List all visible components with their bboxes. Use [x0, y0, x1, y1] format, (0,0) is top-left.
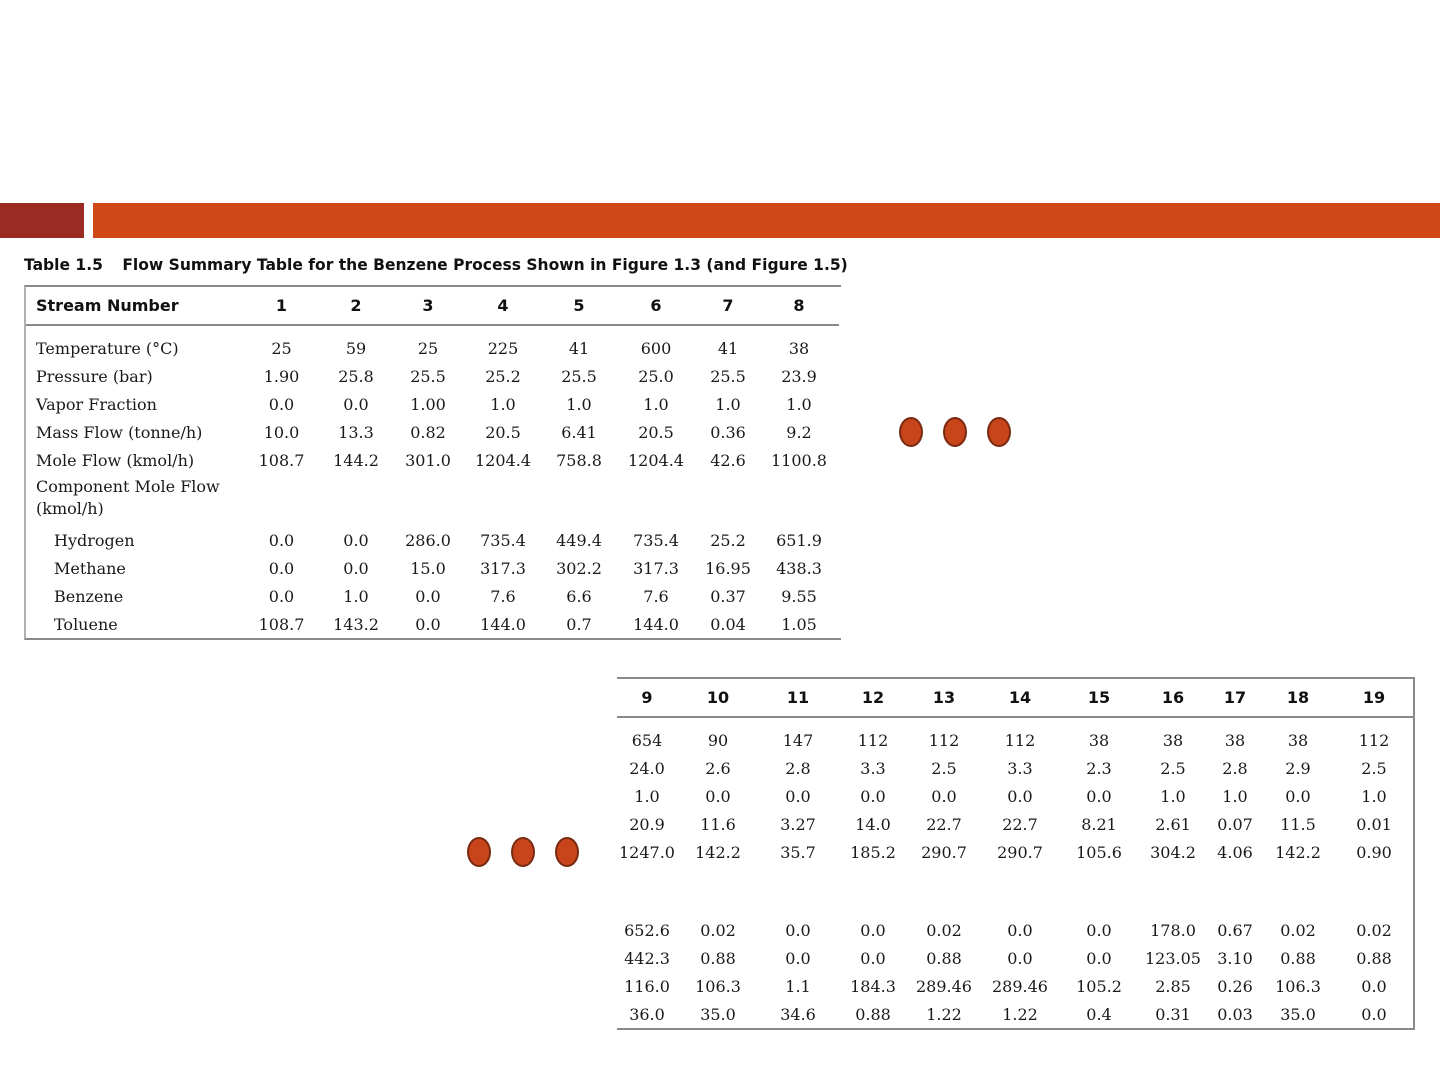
- table-cell: 11.5: [1280, 814, 1316, 834]
- table-cell: 0.0: [268, 586, 295, 606]
- ellipsis-dots: [899, 417, 1011, 447]
- table-cell: 0.0: [343, 394, 369, 414]
- row-label: Methane: [54, 558, 126, 578]
- table-cell: 0.0: [1361, 1004, 1387, 1024]
- table-cell: 654: [631, 730, 663, 750]
- table-cell: 108.7: [258, 614, 305, 634]
- header-cell: 6: [615, 287, 697, 325]
- dot-icon: [555, 837, 579, 867]
- table-cell: 317.3: [633, 558, 679, 578]
- table-cell: 0.02: [700, 920, 736, 940]
- table-cell: 41: [568, 338, 590, 358]
- table-cell: 0.01: [1356, 814, 1392, 834]
- table-cell: 36.0: [629, 1004, 665, 1024]
- table-cell: 1.0: [566, 394, 592, 414]
- table-cell: [1335, 866, 1413, 916]
- table-cell: 225: [487, 338, 519, 358]
- table-cell: [1209, 866, 1261, 916]
- table-cell: 143.2: [333, 614, 379, 634]
- table-cell: 14.0: [855, 814, 891, 834]
- header-cell: 7: [697, 287, 759, 325]
- table-cell: 735.4: [480, 530, 526, 550]
- table-cell: 25.5: [561, 366, 597, 386]
- table-cell: 112: [928, 730, 960, 750]
- table-cell: 142.2: [695, 842, 741, 862]
- table-cell: 0.02: [1356, 920, 1392, 940]
- table-row: [26, 610, 839, 638]
- table-cell: [463, 474, 543, 526]
- table-cell: 25.2: [485, 366, 521, 386]
- table-cell: 4.06: [1217, 842, 1253, 862]
- row-label: Toluene: [54, 614, 118, 634]
- table-row: [26, 474, 839, 526]
- table-row: [26, 582, 839, 610]
- table-cell: [244, 474, 319, 526]
- table-cell: 11.6: [700, 814, 736, 834]
- table-cell: 290.7: [997, 842, 1043, 862]
- table-cell: [677, 866, 759, 916]
- header-cell: 18: [1261, 679, 1335, 717]
- table-cell: 41: [717, 338, 739, 358]
- table-cell: 442.3: [624, 948, 670, 968]
- table-cell: 0.04: [710, 614, 746, 634]
- table-cell: 13.3: [338, 422, 374, 442]
- table-cell: 0.0: [415, 586, 441, 606]
- table-cell: 301.0: [405, 450, 451, 470]
- table-cell: 2.61: [1155, 814, 1191, 834]
- table-cell: [759, 474, 839, 526]
- table-1-body: [26, 325, 839, 638]
- table-cell: 0.7: [566, 614, 592, 634]
- table-row: [617, 810, 1413, 838]
- table-cell: 735.4: [633, 530, 679, 550]
- table-cell: 106.3: [1275, 976, 1321, 996]
- table-cell: 0.88: [1356, 948, 1392, 968]
- table-cell: 3.3: [1007, 758, 1033, 778]
- header-cell: 12: [837, 679, 909, 717]
- dot-icon: [899, 417, 923, 447]
- table-cell: 9.55: [781, 586, 817, 606]
- table-cell: 290.7: [921, 842, 967, 862]
- table-cell: 3.27: [780, 814, 816, 834]
- ellipsis-dots: [467, 837, 579, 867]
- table-cell: 0.0: [1086, 920, 1112, 940]
- table-cell: 23.9: [781, 366, 817, 386]
- table-cell: 0.02: [926, 920, 962, 940]
- table-row: [26, 418, 839, 446]
- table-cell: 20.5: [638, 422, 674, 442]
- table-cell: 20.5: [485, 422, 521, 442]
- table-cell: 144.2: [333, 450, 379, 470]
- table-cell: 2.3: [1086, 758, 1112, 778]
- row-label: Vapor Fraction: [36, 394, 157, 414]
- table-title: Flow Summary Table for the Benzene Process Shown in Figure 1.3 (and Figure 1.5): [122, 255, 848, 274]
- table-row: [26, 526, 839, 554]
- table-cell: 0.0: [1007, 920, 1033, 940]
- table-cell: [1261, 866, 1335, 916]
- table-row: [617, 866, 1413, 916]
- table-cell: 1.0: [1160, 786, 1186, 806]
- table-cell: 286.0: [405, 530, 451, 550]
- table-cell: 2.85: [1155, 976, 1191, 996]
- header-cell: 14: [979, 679, 1061, 717]
- table-cell: 0.0: [785, 920, 811, 940]
- header-cell: 10: [677, 679, 759, 717]
- dot-icon: [943, 417, 967, 447]
- table-cell: 0.0: [1285, 786, 1311, 806]
- header-cell: 16: [1137, 679, 1209, 717]
- table-cell: 1.0: [1361, 786, 1387, 806]
- table-cell: 1.0: [643, 394, 669, 414]
- table-cell: 108.7: [258, 450, 305, 470]
- table-cell: 105.2: [1076, 976, 1122, 996]
- table-cell: 112: [1358, 730, 1390, 750]
- row-label: Mole Flow (kmol/h): [36, 450, 195, 470]
- table-cell: 25.5: [410, 366, 446, 386]
- table-cell: 20.9: [629, 814, 665, 834]
- table-cell: 2.5: [1361, 758, 1387, 778]
- table-cell: [909, 866, 979, 916]
- header-cell: 9: [617, 679, 677, 717]
- table-cell: 1.22: [1002, 1004, 1038, 1024]
- table-cell: [697, 474, 759, 526]
- row-label: Hydrogen: [54, 530, 135, 550]
- table-cell: 142.2: [1275, 842, 1321, 862]
- table-cell: 38: [1162, 730, 1184, 750]
- header-cell: 4: [463, 287, 543, 325]
- table-cell: [615, 474, 697, 526]
- header-cell: 11: [759, 679, 837, 717]
- table-cell: 22.7: [926, 814, 962, 834]
- table-cell: 2.5: [1160, 758, 1186, 778]
- table-cell: 25.8: [338, 366, 374, 386]
- table-cell: 1204.4: [628, 450, 684, 470]
- table-cell: 1.1: [785, 976, 811, 996]
- table-cell: 185.2: [850, 842, 896, 862]
- table-row: [617, 754, 1413, 782]
- table-cell: 35.7: [780, 842, 816, 862]
- table-cell: 6.41: [561, 422, 597, 442]
- table-cell: 1.22: [926, 1004, 962, 1024]
- table-cell: 652.6: [624, 920, 670, 940]
- table-cell: 0.02: [1280, 920, 1316, 940]
- table-cell: 0.07: [1217, 814, 1253, 834]
- table-cell: 0.4: [1086, 1004, 1112, 1024]
- table-cell: 2.5: [931, 758, 957, 778]
- table-cell: 0.88: [700, 948, 736, 968]
- table-cell: 0.0: [705, 786, 731, 806]
- table-cell: 2.8: [785, 758, 811, 778]
- table-cell: 184.3: [850, 976, 896, 996]
- table-row: [26, 554, 839, 582]
- table-cell: 0.0: [268, 530, 295, 550]
- table-cell: 22.7: [1002, 814, 1038, 834]
- table-number: Table 1.5: [24, 255, 103, 274]
- table-cell: 0.88: [855, 1004, 891, 1024]
- table-cell: 7.6: [643, 586, 669, 606]
- table-cell: 10.0: [263, 422, 300, 442]
- table-cell: 2.9: [1285, 758, 1311, 778]
- table-header-row: [26, 287, 839, 325]
- table-cell: 600: [640, 338, 672, 358]
- table-row: [617, 944, 1413, 972]
- table-caption: [24, 255, 848, 274]
- table-cell: 35.0: [700, 1004, 736, 1024]
- table-cell: [979, 866, 1061, 916]
- table-cell: [319, 474, 393, 526]
- row-label: Temperature (°C): [36, 338, 179, 358]
- table-cell: 147: [782, 730, 814, 750]
- table-cell: 35.0: [1280, 1004, 1316, 1024]
- table-cell: 178.0: [1150, 920, 1196, 940]
- table-cell: 25.0: [638, 366, 674, 386]
- table-2-body: [617, 717, 1413, 1028]
- table-cell: 9.2: [786, 422, 812, 442]
- table-cell: 0.0: [268, 394, 295, 414]
- table-cell: 317.3: [480, 558, 526, 578]
- table-cell: 0.0: [785, 786, 811, 806]
- table-cell: 1.0: [1222, 786, 1248, 806]
- table-cell: 0.37: [710, 586, 746, 606]
- table-cell: 0.26: [1217, 976, 1253, 996]
- title-bar-left-block: [0, 203, 84, 238]
- table-cell: 0.90: [1356, 842, 1392, 862]
- table-cell: 304.2: [1150, 842, 1196, 862]
- table-cell: 1.0: [343, 586, 369, 606]
- header-cell: 17: [1209, 679, 1261, 717]
- table-cell: 0.88: [1280, 948, 1316, 968]
- table-2: [617, 679, 1413, 1028]
- row-label: Mass Flow (tonne/h): [36, 422, 203, 442]
- table-cell: 116.0: [624, 976, 670, 996]
- table-cell: 59: [345, 338, 367, 358]
- table-cell: 0.82: [410, 422, 446, 442]
- table-cell: 0.0: [1007, 948, 1033, 968]
- table-cell: 0.0: [860, 786, 886, 806]
- table-cell: 8.21: [1081, 814, 1117, 834]
- table-cell: 0.36: [710, 422, 746, 442]
- table-cell: 105.6: [1076, 842, 1122, 862]
- table-row: [617, 838, 1413, 866]
- table-row: [617, 782, 1413, 810]
- dot-icon: [511, 837, 535, 867]
- table-header-row: [617, 679, 1413, 717]
- table-cell: 0.88: [926, 948, 962, 968]
- table-1: [26, 287, 839, 638]
- table-cell: [1137, 866, 1209, 916]
- table-cell: 0.03: [1217, 1004, 1253, 1024]
- table-cell: [837, 866, 909, 916]
- table-cell: 112: [1004, 730, 1036, 750]
- table-row: [26, 446, 839, 474]
- table-cell: 7.6: [490, 586, 516, 606]
- flow-table-streams-9-19: [617, 677, 1415, 1030]
- table-cell: 3.3: [860, 758, 886, 778]
- table-cell: 144.0: [633, 614, 679, 634]
- table-cell: 1204.4: [475, 450, 531, 470]
- table-cell: 34.6: [780, 1004, 816, 1024]
- header-cell: 13: [909, 679, 979, 717]
- table-cell: 0.0: [931, 786, 957, 806]
- table-cell: 1.0: [634, 786, 660, 806]
- table-cell: 438.3: [776, 558, 822, 578]
- table-cell: 2.8: [1222, 758, 1248, 778]
- table-cell: 1100.8: [771, 450, 827, 470]
- table-cell: 0.0: [860, 948, 886, 968]
- table-cell: 38: [1224, 730, 1246, 750]
- table-cell: 0.0: [860, 920, 886, 940]
- table-cell: 38: [1088, 730, 1110, 750]
- header-cell: 8: [759, 287, 839, 325]
- table-cell: 90: [707, 730, 729, 750]
- table-cell: [393, 474, 463, 526]
- header-cell: 15: [1061, 679, 1137, 717]
- table-cell: 0.0: [785, 948, 811, 968]
- table-row: [26, 390, 839, 418]
- table-cell: 25.5: [710, 366, 746, 386]
- table-cell: 0.0: [268, 558, 295, 578]
- header-cell: 19: [1335, 679, 1413, 717]
- table-cell: 38: [788, 338, 810, 358]
- table-row: [26, 325, 839, 362]
- table-cell: [543, 474, 615, 526]
- row-label: Pressure (bar): [36, 366, 153, 386]
- table-cell: 1247.0: [619, 842, 675, 862]
- table-cell: [759, 866, 837, 916]
- dot-icon: [467, 837, 491, 867]
- table-cell: 1.0: [490, 394, 516, 414]
- table-row: [617, 717, 1413, 754]
- table-cell: 1.0: [715, 394, 741, 414]
- table-cell: 25: [417, 338, 439, 358]
- table-cell: 0.0: [415, 614, 441, 634]
- table-cell: 2.6: [705, 758, 731, 778]
- flow-table-streams-1-8: [24, 285, 841, 640]
- table-cell: 1.90: [263, 366, 300, 386]
- table-cell: 0.0: [343, 530, 369, 550]
- table-cell: 651.9: [776, 530, 822, 550]
- table-cell: 144.0: [480, 614, 526, 634]
- table-cell: 42.6: [710, 450, 746, 470]
- title-bar-accent: [93, 203, 1440, 238]
- table-cell: 1.05: [781, 614, 817, 634]
- table-cell: 0.0: [343, 558, 369, 578]
- header-cell: Stream Number: [26, 287, 244, 325]
- table-row: [617, 972, 1413, 1000]
- header-cell: 5: [543, 287, 615, 325]
- row-label: Benzene: [54, 586, 124, 606]
- table-cell: 302.2: [556, 558, 602, 578]
- table-cell: 1.0: [786, 394, 812, 414]
- table-cell: 38: [1287, 730, 1309, 750]
- table-cell: 112: [857, 730, 889, 750]
- table-cell: 0.67: [1217, 920, 1253, 940]
- header-cell: 3: [393, 287, 463, 325]
- table-cell: 449.4: [556, 530, 602, 550]
- table-cell: 15.0: [410, 558, 446, 578]
- table-cell: 0.0: [1086, 786, 1112, 806]
- table-cell: 0.0: [1007, 786, 1033, 806]
- table-row: [617, 1000, 1413, 1028]
- table-row: [26, 362, 839, 390]
- table-cell: [617, 866, 677, 916]
- table-cell: 123.05: [1145, 948, 1201, 968]
- table-cell: 6.6: [566, 586, 592, 606]
- table-cell: 0.31: [1155, 1004, 1191, 1024]
- dot-icon: [987, 417, 1011, 447]
- row-label: Component Mole Flow (kmol/h): [36, 477, 220, 518]
- table-cell: 289.46: [916, 976, 972, 996]
- header-cell: 1: [244, 287, 319, 325]
- table-cell: 24.0: [629, 758, 665, 778]
- table-cell: 0.0: [1361, 976, 1387, 996]
- table-cell: 289.46: [992, 976, 1048, 996]
- table-row: [617, 916, 1413, 944]
- table-cell: 0.0: [1086, 948, 1112, 968]
- table-cell: 25: [271, 338, 292, 358]
- table-cell: 25.2: [710, 530, 746, 550]
- table-cell: 758.8: [556, 450, 602, 470]
- table-cell: 16.95: [705, 558, 751, 578]
- table-cell: 3.10: [1217, 948, 1253, 968]
- header-cell: 2: [319, 287, 393, 325]
- table-cell: [1061, 866, 1137, 916]
- table-cell: 1.00: [410, 394, 446, 414]
- table-cell: 106.3: [695, 976, 741, 996]
